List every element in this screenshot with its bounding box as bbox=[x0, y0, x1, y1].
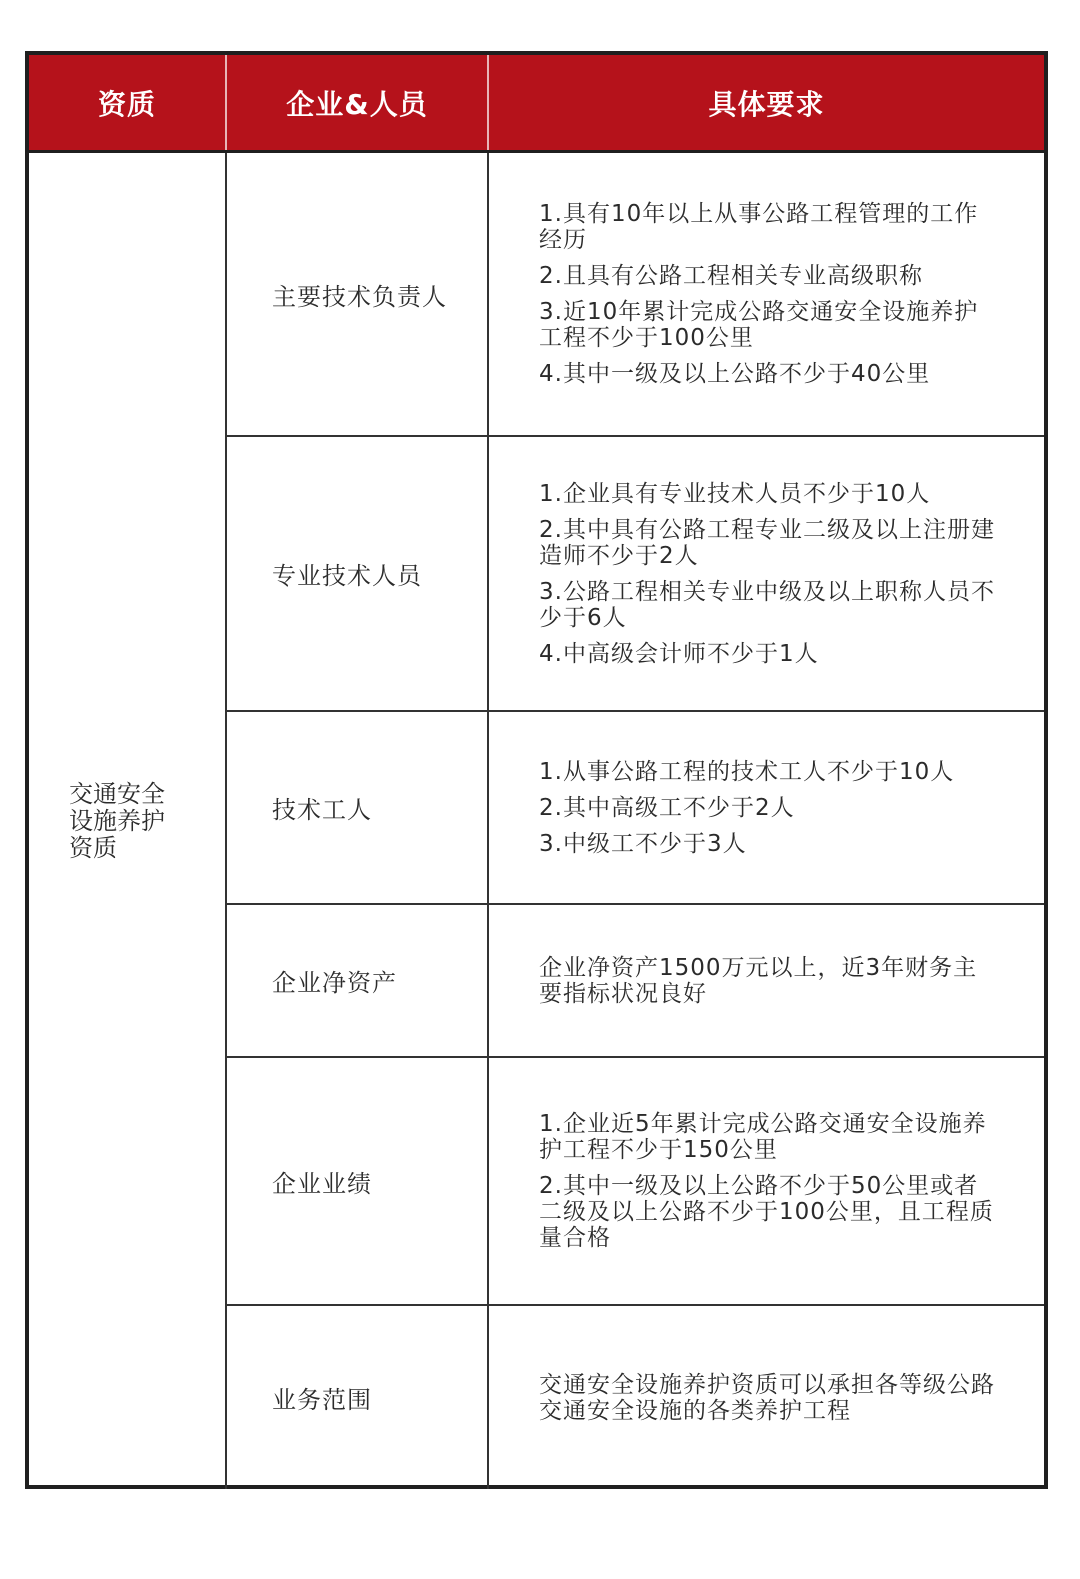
requirements-cell bbox=[487, 437, 1044, 710]
category-cell bbox=[225, 1058, 485, 1304]
requirement-item: 3.公路工程相关专业中级及以上职称人员不少于6人 bbox=[539, 578, 995, 631]
requirement-item: 1.企业具有专业技术人员不少于10人 bbox=[539, 480, 931, 507]
header-qualification: 资质 bbox=[97, 87, 156, 121]
category-cell bbox=[225, 905, 485, 1056]
requirements-list bbox=[539, 955, 999, 1007]
requirements-cell bbox=[487, 1058, 1044, 1304]
requirement-item: 1.企业近5年累计完成公路交通安全设施养护工程不少于150公里 bbox=[539, 1111, 987, 1163]
header-company-personnel: 企业&人员 bbox=[286, 87, 428, 121]
category-cell bbox=[225, 153, 485, 435]
qualification-cell bbox=[29, 153, 224, 1489]
requirements-cell bbox=[487, 153, 1044, 435]
requirement-item: 2.其中一级及以上公路不少于50公里或者二级及以上公路不少于100公里，且工程质量合格 bbox=[539, 1173, 994, 1251]
requirements-list bbox=[539, 1111, 999, 1251]
requirements-list bbox=[539, 759, 999, 857]
requirement-item: 3.近10年累计完成公路交通安全设施养护工程不少于100公里 bbox=[539, 299, 979, 351]
category-label: 专业技术人员 bbox=[272, 562, 422, 590]
qualification-name: 交通安全设施养护资质 bbox=[69, 779, 165, 862]
requirements-table bbox=[25, 51, 1048, 1489]
category-label: 业务范围 bbox=[272, 1386, 372, 1414]
requirements-list bbox=[539, 201, 999, 387]
requirement-item: 2.其中高级工不少于2人 bbox=[539, 794, 795, 821]
requirement-item: 1.从事公路工程的技术工人不少于10人 bbox=[539, 758, 955, 785]
requirement-item: 4.其中一级及以上公路不少于40公里 bbox=[539, 361, 931, 387]
requirement-item: 3.中级工不少于3人 bbox=[539, 830, 747, 857]
requirement-item: 4.中高级会计师不少于1人 bbox=[539, 640, 819, 667]
table-header bbox=[29, 55, 1044, 153]
requirement-item: 2.其中具有公路工程专业二级及以上注册建造师不少于2人 bbox=[539, 516, 995, 569]
requirements-cell bbox=[487, 905, 1044, 1056]
requirements-cell bbox=[487, 712, 1044, 903]
category-label: 企业净资产 bbox=[272, 969, 397, 997]
requirement-item: 1.具有10年以上从事公路工程管理的工作经历 bbox=[539, 201, 979, 253]
requirements-cell bbox=[487, 1306, 1044, 1489]
category-cell bbox=[225, 712, 485, 903]
category-label: 技术工人 bbox=[272, 796, 372, 824]
header-requirements: 具体要求 bbox=[708, 87, 825, 121]
category-cell bbox=[225, 1306, 485, 1489]
category-label: 主要技术负责人 bbox=[272, 282, 447, 311]
requirement-item: 2.且具有公路工程相关专业高级职称 bbox=[539, 263, 923, 289]
category-cell bbox=[225, 437, 485, 710]
requirements-list bbox=[539, 1372, 999, 1424]
requirement-item: 交通安全设施养护资质可以承担各等级公路交通安全设施的各类养护工程 bbox=[539, 1371, 995, 1424]
requirement-item: 企业净资产1500万元以上，近3年财务主要指标状况良好 bbox=[539, 954, 978, 1007]
requirements-list bbox=[539, 481, 999, 667]
category-label: 企业业绩 bbox=[272, 1169, 372, 1198]
